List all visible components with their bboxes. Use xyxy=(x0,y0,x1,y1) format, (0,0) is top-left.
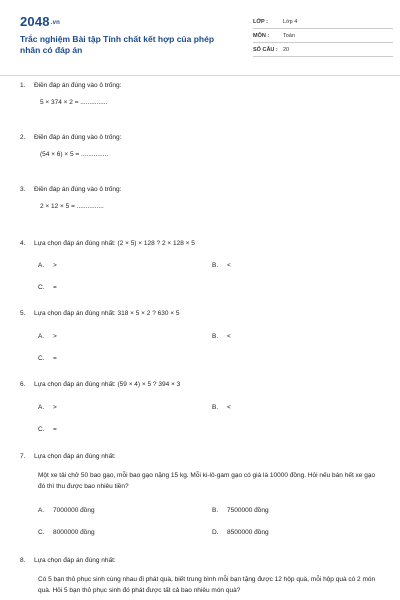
meta-subject: MÔN : Toán xyxy=(253,30,393,43)
option-b[interactable]: B. < xyxy=(212,262,231,269)
question-prompt: Lựa chọn đáp án đúng nhất: (2 × 5) × 128 ? 2 × 128 × 5 xyxy=(34,240,195,247)
question-expression: 2 × 12 × 5 = ............... xyxy=(40,203,104,210)
option-a[interactable]: A. 7000000 đồng xyxy=(38,507,95,514)
question-expression: 5 × 374 × 2 = ............... xyxy=(40,99,108,106)
question-prompt: Điền đáp án đúng vào ô trống: xyxy=(34,186,122,193)
option-b[interactable]: B. 7500000 đồng xyxy=(212,507,269,514)
question-number: 7. xyxy=(20,453,26,460)
question-prompt: Lựa chọn đáp án đúng nhất: xyxy=(34,453,116,460)
option-c[interactable]: C. = xyxy=(38,426,57,433)
question-number: 1. xyxy=(20,82,26,89)
option-a[interactable]: A. > xyxy=(38,404,57,411)
question-number: 6. xyxy=(20,381,26,388)
question-paragraph: Một xe tải chở 50 bao gạo, mỗi bao gạo nặng 15 kg. Mỗi ki-lô-gam gạo có giá là 10000 đồng. Hỏi nếu bán hết xe gạo đó thì thu được bao nhiêu tiền? xyxy=(38,472,376,490)
option-c[interactable]: C. = xyxy=(38,355,57,362)
option-b[interactable]: B. < xyxy=(212,333,231,340)
document-title: Trắc nghiệm Bài tập Tính chất kết hợp của phép nhân có đáp án xyxy=(20,34,215,55)
question-prompt: Lựa chọn đáp án đúng nhất: xyxy=(34,557,116,564)
question-number: 3. xyxy=(20,186,26,193)
question-prompt: Lựa chọn đáp án đúng nhất: 318 × 5 × 2 ? 630 × 5 xyxy=(34,310,180,317)
option-a[interactable]: A. > xyxy=(38,333,57,340)
question-number: 5. xyxy=(20,310,26,317)
question-number: 4. xyxy=(20,240,26,247)
option-a[interactable]: A. > xyxy=(38,262,57,269)
meta-question-count: SỐ CÂU : 20 xyxy=(253,44,393,57)
option-c[interactable]: C. 8000000 đồng xyxy=(38,529,95,536)
question-expression: (54 × 6) × 5 = ............... xyxy=(40,151,109,158)
question-number: 2. xyxy=(20,134,26,141)
question-prompt: Điền đáp án đúng vào ô trống: xyxy=(34,134,122,141)
question-paragraph: Có 5 bạn thỏ phục sinh cùng nhau đi phát quà, biết trung bình mỗi bạn tặng được 12 hộp quà, mỗi hộp quà có 2 món quà. Hỏi 5 bạn thỏ phục sinh đó phát được tất cả bao nhiêu món quà? xyxy=(38,576,376,594)
site-logo[interactable]: 2048.vn xyxy=(20,14,61,29)
question-number: 8. xyxy=(20,557,26,564)
question-prompt: Điền đáp án đúng vào ô trống: xyxy=(34,82,122,89)
header-divider xyxy=(0,75,400,76)
option-c[interactable]: C. = xyxy=(38,284,57,291)
question-prompt: Lựa chọn đáp án đúng nhất: (59 × 4) × 5 ? 394 × 3 xyxy=(34,381,181,388)
option-b[interactable]: B. < xyxy=(212,404,231,411)
meta-class: LỚP : Lớp 4 xyxy=(253,16,393,29)
document-header xyxy=(20,14,380,64)
option-d[interactable]: D. 8500000 đồng xyxy=(212,529,269,536)
